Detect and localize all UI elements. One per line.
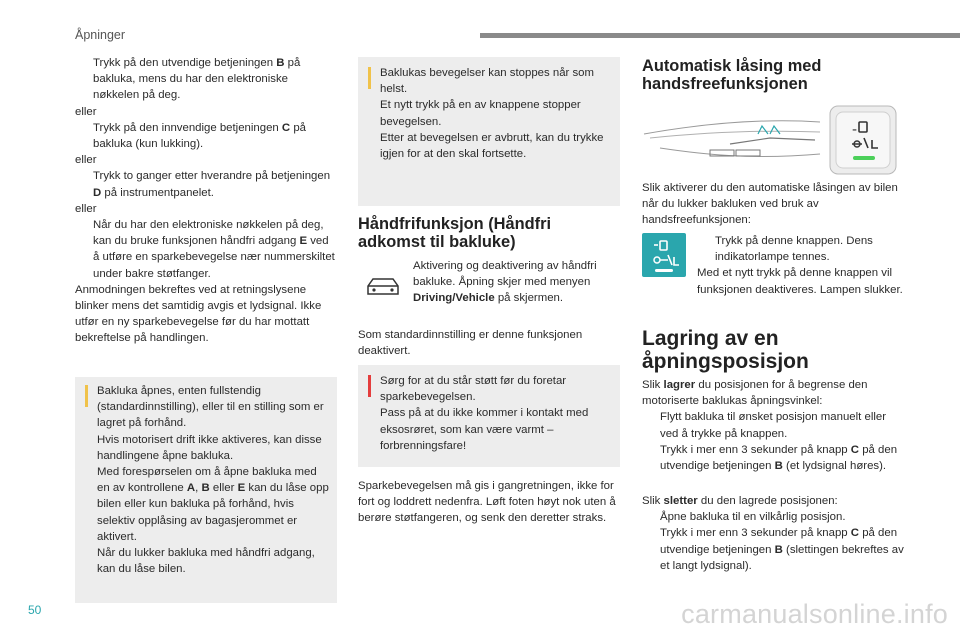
confirmation-paragraph: Anmodningen bekreftes ved at retningslysene blinker mens det samtidig avgis et lydsignal. Ikke utfør en ny sparkebevegelse før du har mottatt bekreftelse på handlingen.: [75, 283, 322, 345]
delete-position-section: Slik sletter du den lagrede posisjonen: Åpne bakluka til en vilkårlig posisjon. Trykk i mer enn 3 sekunder på knapp C på den utvendige betjeningen B (slettingen bekreftes av et langt lydsignal).: [642, 493, 904, 574]
tailgate-lock-icon: [642, 233, 686, 277]
or-label: eller: [75, 154, 97, 167]
watermark: carmanualsonline.info: [681, 599, 948, 629]
list-item: Trykk på den innvendige betjeningen C på bakluka (kun lukking).: [75, 120, 337, 152]
car-dashboard-icon: [365, 274, 401, 300]
svg-text:-: -: [852, 122, 858, 138]
kick-instruction-text: Sparkebevegelsen må gis i gangretningen, ikke for fort og loddrett nedenfra. Løft foten høyt nok uten å berøre støtfangeren, og senk den deretter straks.: [358, 480, 616, 525]
info-box-left: Bakluka åpnes, enten fullstendig (standardinnstilling), eller til en stilling som er lagret på forhånd. Hvis motorisert drift ikke aktiveres, kan disse handlingene åpne bakluka. Med forespørselen om å åpne bakluka med en av kontrollene A, B eller E kan du låse opp bilen eller kun bakluka på forhånd, hvis selektiv opplåsing av bagasjerommet er aktivert. Når du lukker bakluka med håndfri adgang, kan du låse bilen.: [75, 377, 337, 603]
warning-box: Sørg for at du står støtt før du foretar sparkebevegelsen. Pass på at du ikke kommer i kontakt med eksosrøret, som kan være varmt – forbrenningsfare!: [358, 365, 620, 467]
deactivate-text: Med et nytt trykk på denne knappen vil funksjonen deaktiveres. Lampen slukker.: [697, 267, 903, 296]
page-number: 50: [28, 603, 42, 617]
info-marker-icon: [85, 385, 88, 407]
bullet-icon: [75, 120, 93, 152]
bullet-icon: [75, 55, 93, 104]
auto-lock-heading: Automatisk låsing med handsfreefunksjonen: [642, 57, 822, 93]
auto-lock-intro: Slik aktiverer du den automatiske låsingen av bilen når du lukker bakluken ved bruk av handsfreefunksjonen:: [642, 182, 898, 227]
list-item: Når du har den elektroniske nøkkelen på deg, kan du bruke funksjonen håndfri adgang E ved å utføre en sparkebevegelse nær nummerskiltet under bakre støtfanger.: [75, 217, 337, 282]
list-item: Trykk på den utvendige betjeningen B på bakluka, mens du har den elektroniske nøkkelen på deg.: [75, 55, 337, 104]
warning-marker-icon: [368, 375, 371, 397]
or-label: eller: [75, 105, 97, 118]
column-1: [75, 55, 337, 347]
handsfree-heading: Håndfrifunksjon (Håndfri adkomst til bakluke): [358, 215, 552, 251]
list-item: Trykk i mer enn 3 sekunder på knapp C på den utvendige betjeningen B (slettingen bekreftes av et langt lydsignal).: [642, 525, 904, 574]
list-item: Åpne bakluka til en vilkårlig posisjon.: [642, 509, 904, 525]
list-item: Trykk to ganger etter hverandre på betjeningen D på instrumentpanelet.: [75, 168, 337, 200]
bullet-icon: [642, 409, 660, 441]
bullet-icon: [75, 168, 93, 200]
storing-position-heading: Lagring av en åpningsposisjon: [642, 327, 809, 373]
activation-text: Aktivering og deaktivering av håndfri bakluke. Åpning skjer med menyen Driving/Vehicle på skjermen.: [413, 260, 597, 305]
tailgate-illustration: [640, 104, 902, 176]
list-item: Trykk på denne knappen. Dens indikatorlampe tennes. Med et nytt trykk på denne knappen vil funksjonen deaktiveres. Lampen slukker.: [697, 233, 904, 298]
info-box-stop: Baklukas bevegelser kan stoppes når som helst. Et nytt trykk på en av knappene stopper bevegelsen. Etter at bevegelsen er avbrutt, kan du trykke igjen for at den skal fortsette.: [358, 57, 620, 206]
bullet-icon: [697, 233, 715, 265]
list-item: Trykk i mer enn 3 sekunder på knapp C på den utvendige betjeningen B (et lydsignal høres).: [642, 442, 904, 474]
store-position-section: Slik lagrer du posisjonen for å begrense den motoriserte baklukas åpningsvinkel: Flytt bakluka til ønsket posisjon manuelt eller ved å trykke på knappen. Trykk i mer enn 3 sekunder på knapp C på den utvendige betjeningen B (et lydsignal høres).: [642, 377, 904, 474]
or-label: eller: [75, 202, 97, 215]
list-item: Flytt bakluka til ønsket posisjon manuelt eller ved å trykke på knappen.: [642, 409, 904, 441]
bullet-icon: [642, 509, 660, 525]
section-title: Åpninger: [75, 28, 126, 42]
standard-setting-text: Som standardinnstilling er denne funksjonen deaktivert.: [358, 329, 583, 358]
bullet-icon: [75, 217, 93, 282]
bullet-icon: [642, 442, 660, 474]
info-marker-icon: [368, 67, 371, 89]
bullet-icon: [642, 525, 660, 574]
header-divider: [480, 33, 960, 38]
